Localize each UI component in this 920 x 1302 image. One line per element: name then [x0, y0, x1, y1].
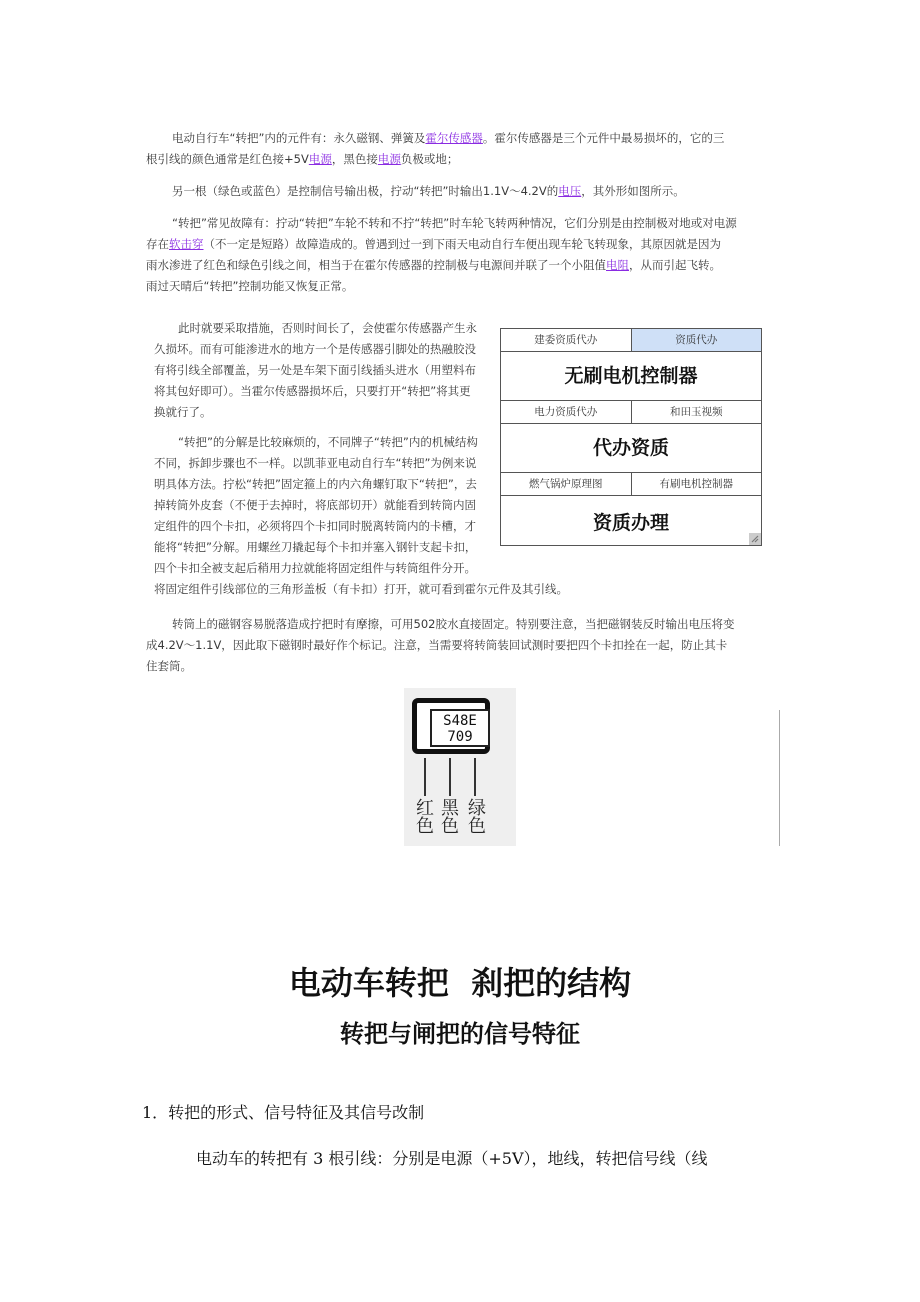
link-power-supply[interactable]: 电源 [308, 152, 332, 166]
ad-link-qualification-processing[interactable]: 资质办理 [592, 512, 669, 534]
link-resistor[interactable]: 电阻 [606, 258, 629, 272]
ad-link-jade-video[interactable]: 和田玉视频 [670, 406, 723, 418]
link-power-supply-2[interactable]: 电源 [377, 152, 401, 166]
text-segment: ，其外形如图所示。 [581, 184, 685, 198]
pin-label-text: 绿 [468, 798, 486, 819]
link-voltage[interactable]: 电压 [558, 184, 582, 198]
text-segment: 。霍尔传感器是三个元件中最易损坏的，它的三 [482, 131, 725, 145]
text-segment: 电动自行车“转把”内的元件有：永久磁钢、弹簧及 [172, 131, 426, 145]
hall-sensor-diagram [404, 688, 516, 846]
section-paragraph: 电动车的转把有 3 根引线：分别是电源（+5V），地线，转把信号线（线 [196, 1149, 708, 1168]
paragraph-magnet-line2: 成4.2V～1.1V，因此取下磁钢时最好作个标记。注意，当需要将转筒装回试测时要把四个卡扣拴在一起，防止其卡 [146, 638, 728, 652]
pin-green [474, 758, 476, 796]
paragraph-signal-wire [172, 181, 772, 202]
page-subtitle: 转把与闸把的信号特征 [340, 1019, 580, 1048]
ad-link-box [500, 328, 762, 546]
paragraph-disassembly-line8: 将固定组件引线部位的三角形盖板（有卡扣）打开，就可看到霍尔元件及其引线。 [154, 582, 568, 596]
paragraph-disassembly-line1: “转把”的分解是比较麻烦的，不同牌子“转把”内的机械结构 [178, 435, 478, 449]
paragraph-faults-line3 [146, 255, 772, 276]
ad-link-agent-qualification[interactable]: 代办资质 [501, 424, 761, 473]
paragraph-components [172, 128, 772, 149]
paragraph-disassembly-line7: 四个卡扣全被支起后稍用力拉就能将固定组件与转筒组件分开。 [154, 561, 476, 575]
section-heading: 1．转把的形式、信号特征及其信号改制 [142, 1103, 425, 1122]
text-segment: 根引线的颜色通常是红色接+5V [146, 152, 309, 166]
ad-link-gas-boiler[interactable]: 燃气锅炉原理图 [501, 473, 632, 495]
text-segment: ，从而引起飞转。 [629, 258, 721, 272]
divider [779, 710, 780, 846]
text-segment: 负极或地； [400, 152, 459, 166]
text-segment: 存在 [146, 237, 169, 251]
paragraph-faults-line2 [146, 234, 772, 255]
ad-link-construction-qualification[interactable]: 建委资质代办 [501, 329, 632, 351]
paragraph-magnet-line1: 转筒上的磁钢容易脱落造成拧把时有摩擦，可用502胶水直接固定。特别要注意，当把磁钢装反时输出电压将变 [172, 617, 735, 631]
paragraph-components-cont [146, 149, 772, 170]
pin-label-red [413, 800, 437, 836]
ad-link-brushless-controller[interactable]: 无刷电机控制器 [501, 352, 761, 401]
text-segment: 另一根（绿色或蓝色）是控制信号输出极，拧动“转把”时输出1.1V～4.2V的 [172, 184, 559, 198]
chip-marking-line2: 709 [447, 729, 473, 745]
pin-red [424, 758, 426, 796]
paragraph-measures-line3: 有将引线全部覆盖，另一处是车架下面引线插头进水（用塑料布 [154, 363, 476, 377]
paragraph-disassembly-line6: 能将“转把”分解。用螺丝刀撬起每个卡扣并塞入钢针支起卡扣， [154, 540, 477, 554]
chip-marking [430, 709, 490, 747]
paragraph-faults-line4: 雨过天晴后“转把”控制功能又恢复正常。 [146, 279, 354, 293]
ad-link-qualification-agent[interactable]: 资质代办 [632, 329, 762, 351]
paragraph-measures-line4: 将其包好即可）。当霍尔传感器损坏后，只要打开“转把”将其更 [154, 384, 471, 398]
ad-row [501, 401, 761, 424]
paragraph-measures-line1: 此时就要采取措施，否则时间长了，会使霍尔传感器产生永 [178, 321, 477, 335]
pin-label-text: 黑 [441, 798, 459, 819]
paragraph-measures-line2: 久损坏。而有可能渗进水的地方一个是传感器引脚处的热融胶没 [154, 342, 476, 356]
paragraph-disassembly-line4: 掉转筒外皮套（不便于去掉时，将底部切开）就能看到转筒内固 [154, 498, 476, 512]
ad-link-power-qualification[interactable]: 电力资质代办 [501, 401, 632, 423]
pin-label-text: 色 [468, 816, 486, 837]
paragraph-magnet-line3: 住套筒。 [146, 659, 192, 673]
ad-row [501, 473, 761, 496]
link-soft-breakdown[interactable]: 软击穿 [169, 237, 204, 251]
pin-label-text: 红 [416, 798, 434, 819]
text-segment: 雨水渗进了红色和绿色引线之间，相当于在霍尔传感器的控制极与电源间并联了一个小阻值 [146, 258, 606, 272]
text-segment: ，黑色接 [331, 152, 378, 166]
pin-black [449, 758, 451, 796]
paragraph-faults-line1: “转把”常见故障有：拧动“转把”车轮不转和不拧“转把”时车轮飞转两种情况，它们分别是由控制极对地或对电源 [172, 216, 737, 230]
chip-marking-line1: S48E [443, 713, 477, 729]
text-segment: （不一定是短路）故障造成的。曾遇到过一到下雨天电动自行车便出现车轮飞转现象，其原因就是因为 [203, 237, 721, 251]
link-hall-sensor[interactable]: 霍尔传感器 [425, 131, 483, 145]
paragraph-measures-line5: 换就行了。 [154, 405, 212, 419]
ad-link-brushed-controller[interactable]: 有刷电机控制器 [659, 478, 733, 490]
ad-row [501, 329, 761, 352]
paragraph-disassembly-line5: 定组件的四个卡扣，必须将四个卡扣同时脱离转筒内的卡槽，才 [154, 519, 476, 533]
ad-corner-icon [749, 533, 761, 545]
pin-label-green [465, 800, 489, 836]
chip-body [412, 698, 490, 754]
pin-label-black [438, 800, 462, 836]
page-title: 电动车转把 刹把的结构 [288, 964, 632, 1002]
pin-label-text: 色 [441, 816, 459, 837]
paragraph-disassembly-line3: 明具体方法。拧松“转把”固定箍上的内六角螺钉取下“转把”，去 [154, 477, 477, 491]
pin-label-text: 色 [416, 816, 434, 837]
paragraph-disassembly-line2: 不同，拆卸步骤也不一样。以凯菲亚电动自行车“转把”为例来说 [154, 456, 477, 470]
